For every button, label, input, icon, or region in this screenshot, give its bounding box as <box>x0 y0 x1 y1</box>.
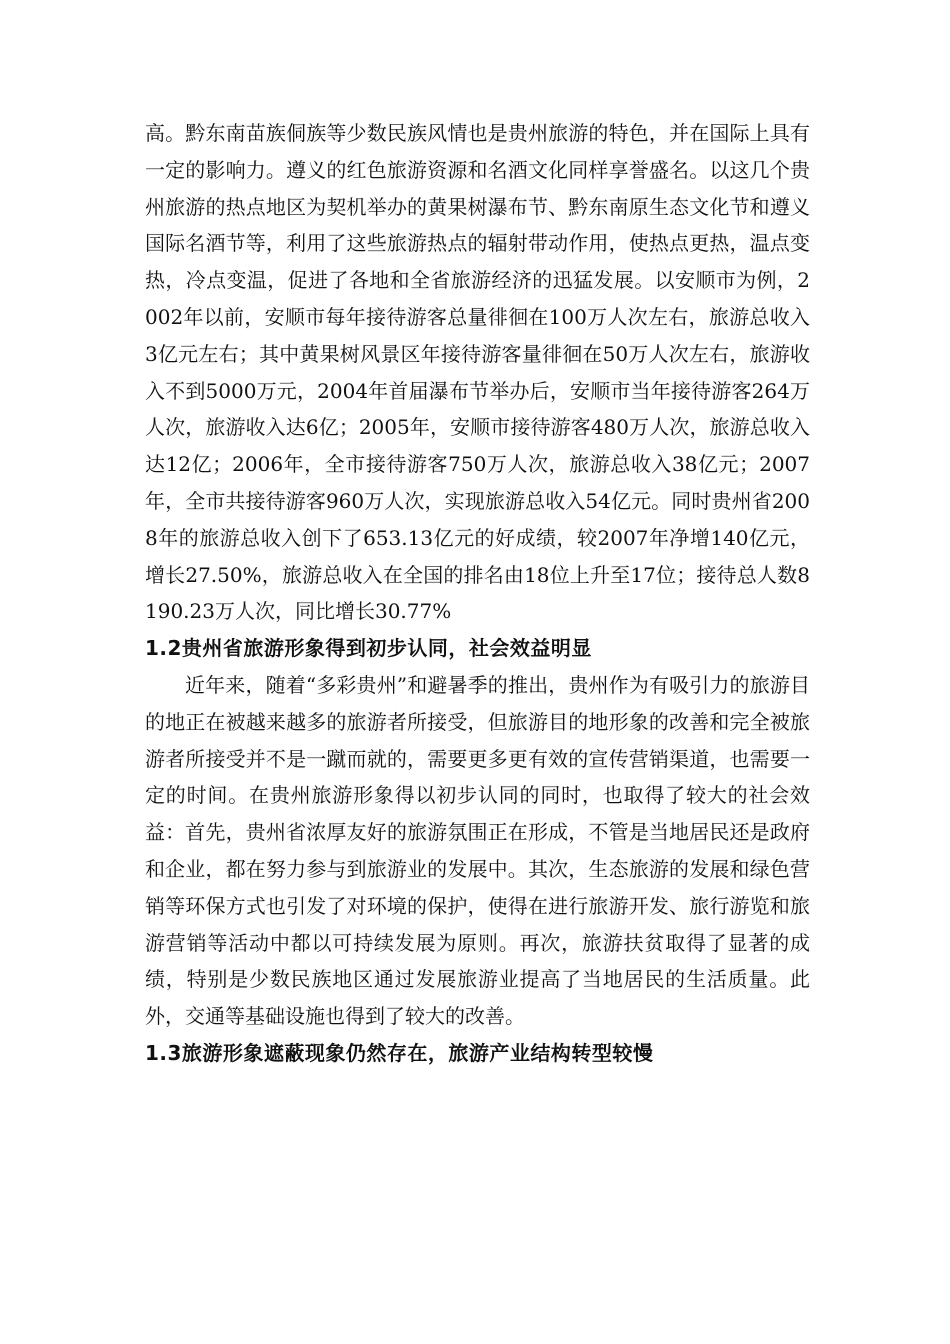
body-paragraph-image-recognition: 近年来，随着“多彩贵州”和避暑季的推出，贵州作为有吸引力的旅游目的地正在被越来越多的旅游者所接受，但旅游目的地形象的改善和完全被旅游者所接受并不是一蹴而就的，需要更多更有效的宣传营销渠道，也需要一定的时间。在贵州旅游形象得以初步认同的同时，也取得了较大的社会效益：首先，贵州省浓厚友好的旅游氛围正在形成，不管是当地居民还是政府和企业，都在努力参与到旅游业的发展中。其次，生态旅游的发展和绿色营销等环保方式也引发了对环境的保护，使得在进行旅游开发、旅行游览和旅游营销等活动中都以可持续发展为原则。再次，旅游扶贫取得了显著的成绩，特别是少数民族地区通过发展旅游业提高了当地居民的生活质量。此外，交通等基础设施也得到了较大的改善。 <box>145 672 810 1029</box>
body-paragraph-tourism-growth: 高。黔东南苗族侗族等少数民族风情也是贵州旅游的特色，并在国际上具有一定的影响力。遵义的红色旅游资源和名酒文化同样享誉盛名。以这几个贵州旅游的热点地区为契机举办的黄果树瀑布节、黔东南原生态文化节和遵义国际名酒节等，利用了这些旅游热点的辐射带动作用，使热点更热，温点变热，冷点变温，促进了各地和全省旅游经济的迅猛发展。以安顺市为例，2002年以前，安顺市每年接待游客总量徘徊在100万人次左右，旅游总收入3亿元左右；其中黄果树风景区年接待游客量徘徊在50万人次左右，旅游收入不到5000万元，2004年首届瀑布节举办后，安顺市当年接待游客264万人次，旅游收入达6亿；2005年，安顺市接待游客480万人次，旅游总收入达12亿；2006年，全市接待游客750万人次，旅游总收入38亿元；2007年，全市共接待游客960万人次，实现旅游总收入54亿元。同时贵州省2008年的旅游总收入创下了653.13亿元的好成绩，较2007年净增140亿元，增长27.50%，旅游总收入在全国的排名由18位上升至17位；接待总人数8190.23万人次，同比增长30.77% <box>145 121 810 624</box>
section-heading-1-2: 1.2贵州省旅游形象得到初步认同，社会效益明显 <box>145 636 592 661</box>
section-heading-1-3: 1.3旅游形象遮蔽现象仍然存在，旅游产业结构转型较慢 <box>145 1040 654 1065</box>
document-page <box>145 115 810 1072</box>
